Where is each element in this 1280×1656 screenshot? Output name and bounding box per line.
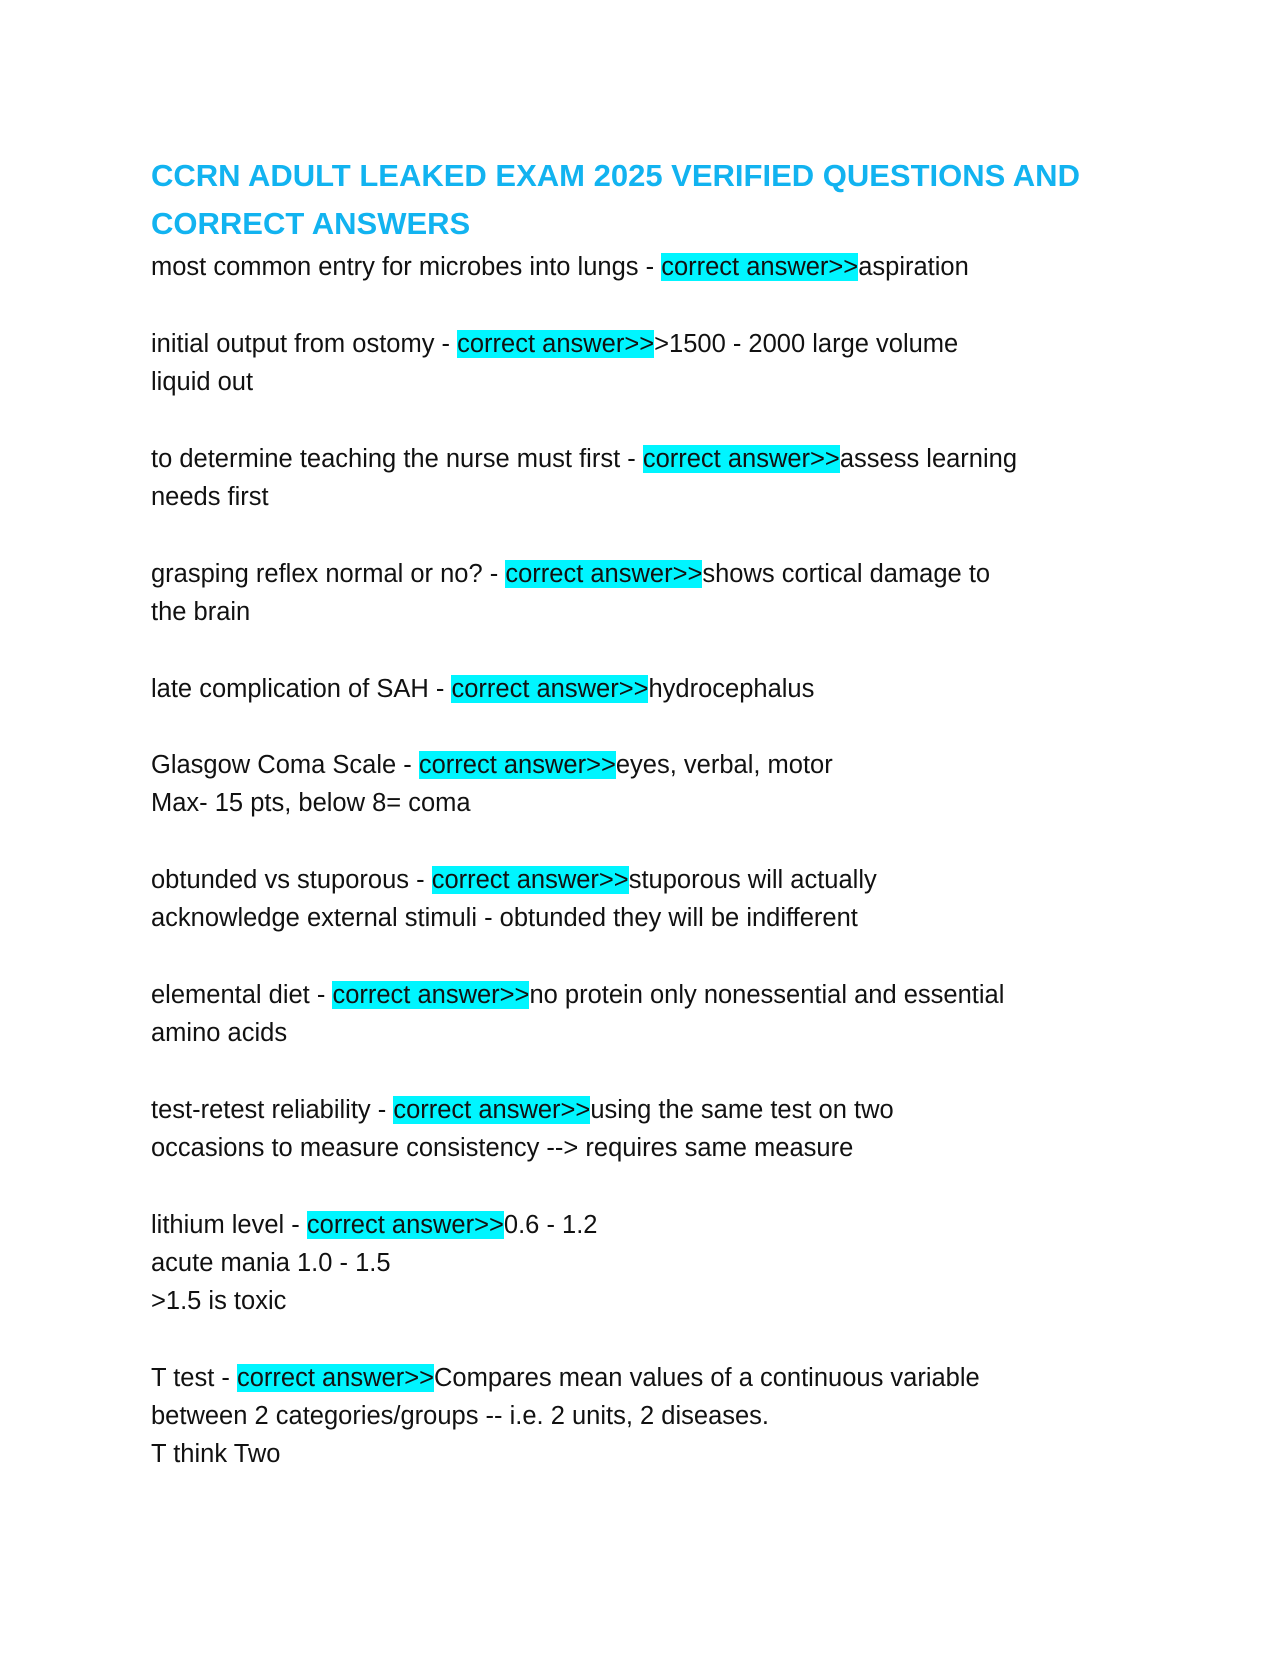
answer-line: eyes, verbal, motor <box>615 751 833 779</box>
question-text: late complication of SAH - <box>151 675 452 703</box>
answer-line: Max- 15 pts, below 8= coma <box>151 789 471 817</box>
correct-answer-marker: correct answer>> <box>431 866 629 894</box>
answer-line: aspiration <box>858 253 969 281</box>
answer-line: acknowledge external stimuli - obtunded they will be indifferent <box>151 904 858 932</box>
question-text: T test - <box>151 1364 237 1392</box>
question-text: grasping reflex normal or no? - <box>151 560 506 588</box>
question-text: initial output from ostomy - <box>151 330 458 358</box>
answer-line: needs first <box>151 483 269 511</box>
correct-answer-marker: correct answer>> <box>451 675 649 703</box>
answer-line: liquid out <box>151 368 254 396</box>
answer-line: >1.5 is toxic <box>151 1287 287 1315</box>
correct-answer-marker: correct answer>> <box>642 445 840 473</box>
qa-item <box>151 861 1151 937</box>
qa-item <box>151 976 1151 1052</box>
qa-item <box>151 248 1151 286</box>
correct-answer-marker: correct answer>> <box>661 253 859 281</box>
qa-item <box>151 1206 1151 1320</box>
question-text: to determine teaching the nurse must first - <box>151 445 643 473</box>
correct-answer-marker: correct answer>> <box>306 1211 504 1239</box>
qa-item <box>151 746 1151 822</box>
question-text: most common entry for microbes into lungs - <box>151 253 662 281</box>
question-text: test-retest reliability - <box>151 1096 394 1124</box>
correct-answer-marker: correct answer>> <box>393 1096 591 1124</box>
question-text: obtunded vs stuporous - <box>151 866 432 894</box>
correct-answer-marker: correct answer>> <box>332 981 530 1009</box>
correct-answer-marker: correct answer>> <box>236 1364 434 1392</box>
answer-line: acute mania 1.0 - 1.5 <box>151 1249 391 1277</box>
answer-line: >1500 - 2000 large volume <box>654 330 959 358</box>
answer-line: between 2 categories/groups -- i.e. 2 units, 2 diseases. <box>151 1402 770 1430</box>
qa-item <box>151 1359 1151 1473</box>
answer-line: assess learning <box>839 445 1018 473</box>
question-text: Glasgow Coma Scale - <box>151 751 419 779</box>
qa-item <box>151 440 1151 516</box>
answer-line: stuporous will actually <box>628 866 877 894</box>
answer-line: Compares mean values of a continuous variable <box>433 1364 980 1392</box>
answer-line: 0.6 - 1.2 <box>503 1211 598 1239</box>
correct-answer-marker: correct answer>> <box>457 330 655 358</box>
document-title: CCRN ADULT LEAKED EXAM 2025 VERIFIED QUESTIONS AND CORRECT ANSWERS <box>151 158 1080 241</box>
answer-line: occasions to measure consistency --> requires same measure <box>151 1134 854 1162</box>
qa-item <box>151 1091 1151 1167</box>
correct-answer-marker: correct answer>> <box>418 751 616 779</box>
question-text: elemental diet - <box>151 981 333 1009</box>
qa-item <box>151 555 1151 631</box>
answer-line: the brain <box>151 598 251 626</box>
qa-item <box>151 670 1151 708</box>
question-text: lithium level - <box>151 1211 307 1239</box>
answer-line: hydrocephalus <box>648 675 815 703</box>
answer-line: shows cortical damage to <box>702 560 991 588</box>
correct-answer-marker: correct answer>> <box>505 560 703 588</box>
answer-line: T think Two <box>151 1440 281 1468</box>
answer-line: amino acids <box>151 1019 288 1047</box>
answer-line: no protein only nonessential and essential <box>529 981 1005 1009</box>
qa-item <box>151 325 1151 401</box>
answer-line: using the same test on two <box>590 1096 894 1124</box>
